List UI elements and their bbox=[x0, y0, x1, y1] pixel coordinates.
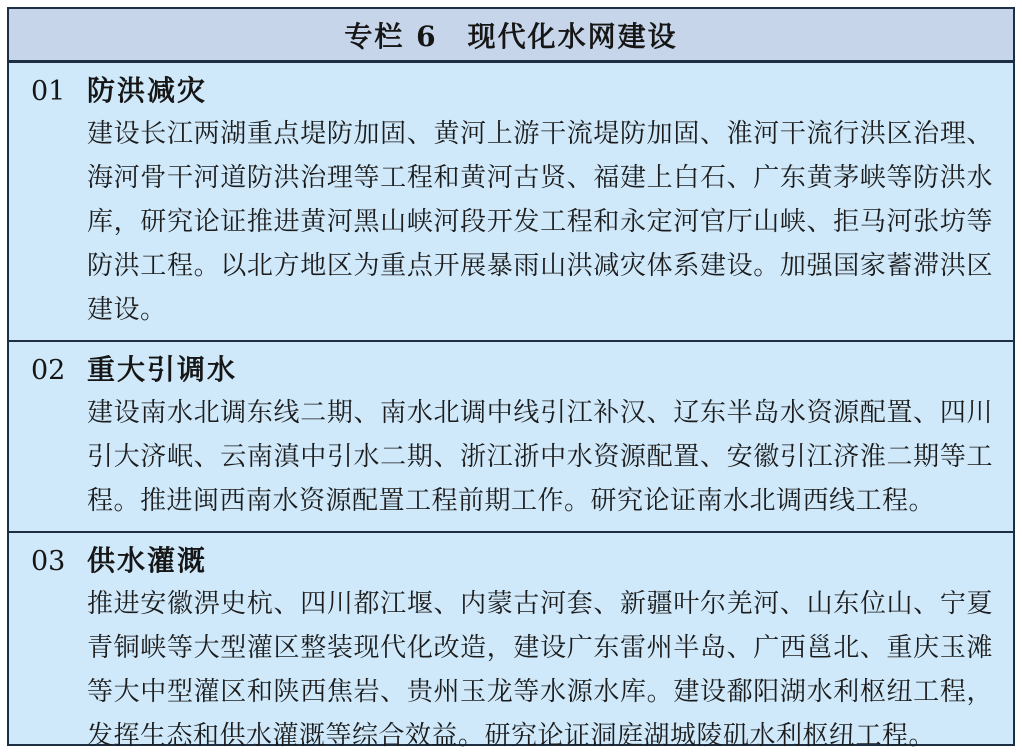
panel-title-bar bbox=[9, 9, 1013, 63]
section-heading: 重大引调水 bbox=[87, 353, 238, 386]
section-number: 02 bbox=[31, 355, 66, 386]
section-header bbox=[29, 352, 993, 389]
section-header bbox=[29, 543, 993, 580]
section-header bbox=[29, 73, 993, 110]
section-heading: 防洪减灾 bbox=[87, 74, 208, 107]
panel-title: 专栏 6 现代化水网建设 bbox=[344, 19, 678, 53]
section-number: 01 bbox=[31, 76, 66, 107]
section-flood-control bbox=[9, 63, 1013, 340]
section-body-text: 建设南水北调东线二期、南水北调中线引江补汉、辽东半岛水资源配置、四川引大济岷、云南滇中引水二期、浙江浙中水资源配置、安徽引江济淮二期等工程。推进闽西南水资源配置工程前期工作。研究论证南水北调西线工程。 bbox=[87, 398, 993, 516]
section-heading: 供水灌溉 bbox=[87, 544, 208, 577]
section-number: 03 bbox=[31, 546, 66, 577]
section-water-diversion bbox=[9, 340, 1013, 531]
column-box-panel bbox=[7, 7, 1015, 751]
section-body-text: 推进安徽淠史杭、四川都江堰、内蒙古河套、新疆叶尔羌河、山东位山、宁夏青铜峡等大型灌区整装现代化改造，建设广东雷州半岛、广西邕北、重庆玉滩等大中型灌区和陕西焦岩、贵州玉龙等水源水库。建设鄱阳湖水利枢纽工程，发挥生态和供水灌溉等综合效益。研究论证洞庭湖城陵矶水利枢纽工程。 bbox=[87, 589, 993, 751]
section-water-supply-irrigation bbox=[9, 531, 1013, 754]
section-body-text: 建设长江两湖重点堤防加固、黄河上游干流堤防加固、淮河干流行洪区治理、海河骨干河道防洪治理等工程和黄河古贤、福建上白石、广东黄茅峡等防洪水库，研究论证推进黄河黑山峡河段开发工程和永定河官厅山峡、拒马河张坊等防洪工程。以北方地区为重点开展暴雨山洪减灾体系建设。加强国家蓄滞洪区建设。 bbox=[87, 119, 993, 325]
